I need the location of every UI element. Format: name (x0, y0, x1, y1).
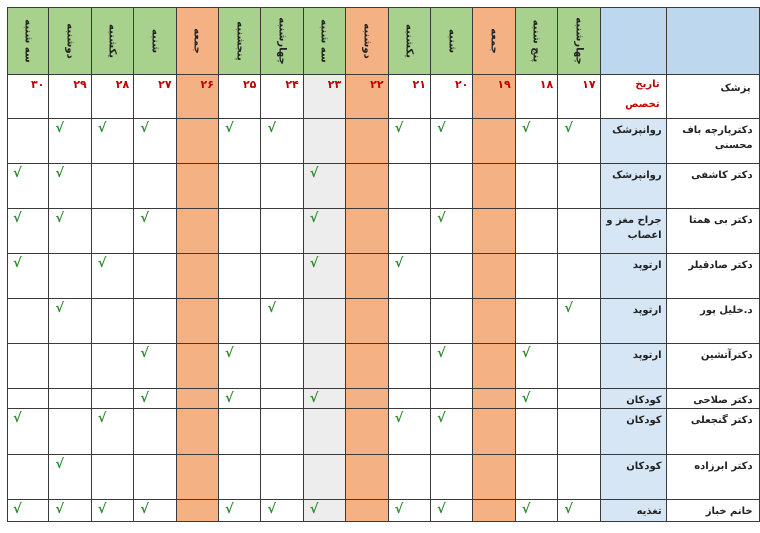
schedule-cell (219, 455, 261, 500)
schedule-cell (92, 164, 134, 209)
physician-cell (667, 164, 760, 209)
physician-name: دکتر صلاحی (693, 395, 753, 406)
physician-name: د.خلیل پور (700, 305, 753, 316)
schedule-cell (7, 254, 49, 299)
schedule-cell (177, 119, 219, 164)
check-mark-icon: √ (267, 502, 277, 517)
date-number: ۲۱ (412, 78, 426, 91)
schedule-cell (92, 254, 134, 299)
check-mark-icon: √ (140, 121, 149, 136)
physician-cell (667, 209, 760, 254)
schedule-cell (177, 209, 219, 254)
check-mark-icon: √ (437, 121, 446, 136)
date-cell-7 (261, 75, 303, 119)
physician-name: خانم خباز (705, 506, 753, 517)
schedule-cell (516, 254, 558, 299)
date-number: ۲۵ (242, 78, 257, 91)
schedule-cell (49, 119, 91, 164)
specialty-text: جراح مغز و اعصاب (606, 215, 662, 241)
specialty-text: کودکان (626, 461, 662, 472)
specialty-cell (601, 164, 667, 209)
weekday-label: چهارشنبه (573, 16, 585, 65)
check-mark-icon: √ (521, 502, 531, 517)
check-mark-icon: √ (564, 301, 573, 316)
schedule-cell (134, 299, 176, 344)
schedule-cell (304, 119, 346, 164)
check-mark-icon: √ (394, 121, 404, 136)
schedule-cell (304, 389, 346, 409)
check-mark-icon: √ (97, 256, 107, 271)
schedule-cell (558, 409, 600, 455)
schedule-cell (92, 119, 134, 164)
weekday-label: جمعه (488, 27, 500, 54)
physician-name: دکتر صادقیلر (688, 260, 753, 271)
schedule-cell (346, 299, 388, 344)
schedule-cell (177, 500, 219, 522)
schedule-cell (49, 409, 91, 455)
schedule-cell (389, 119, 431, 164)
date-cell-11 (92, 75, 134, 119)
schedule-cell (516, 344, 558, 389)
schedule-cell (49, 500, 91, 522)
schedule-cell (431, 299, 473, 344)
date-number: ۱۹ (497, 78, 511, 91)
check-mark-icon: √ (140, 211, 149, 226)
schedule-cell (261, 344, 303, 389)
check-mark-icon: √ (13, 502, 22, 517)
schedule-cell (431, 455, 473, 500)
schedule-cell (304, 209, 346, 254)
schedule-cell (177, 409, 219, 455)
specialty-label: تخصص (625, 99, 660, 110)
schedule-cell (431, 500, 473, 522)
weekday-header-1 (516, 7, 558, 75)
physician-name: دکتر کاشفی (691, 170, 753, 181)
schedule-cell (219, 119, 261, 164)
schedule-cell (558, 164, 600, 209)
schedule-cell (431, 209, 473, 254)
check-mark-icon: √ (55, 121, 65, 136)
schedule-cell (134, 389, 176, 409)
schedule-cell (346, 455, 388, 500)
schedule-cell (346, 500, 388, 522)
date-cell-4 (389, 75, 431, 119)
weekday-label: سه شنبه (318, 18, 330, 63)
header-date-specialty (601, 75, 667, 119)
date-number: ۲۲ (370, 78, 384, 91)
schedule-cell (7, 164, 49, 209)
schedule-cell (473, 455, 515, 500)
schedule-cell (558, 119, 600, 164)
schedule-cell (304, 455, 346, 500)
schedule-cell (558, 299, 600, 344)
schedule-cell (134, 409, 176, 455)
schedule-cell (473, 164, 515, 209)
schedule-cell (346, 389, 388, 409)
date-number: ۲۶ (200, 78, 214, 91)
schedule-cell (49, 209, 91, 254)
schedule-cell (92, 455, 134, 500)
weekday-label: جمعه (191, 27, 203, 54)
schedule-cell (389, 254, 431, 299)
schedule-cell (558, 455, 600, 500)
date-number: ۱۸ (539, 78, 554, 91)
schedule-cell (558, 209, 600, 254)
schedule-cell (219, 389, 261, 409)
weekday-header-11 (92, 7, 134, 75)
weekday-header-13 (7, 7, 49, 75)
specialty-text: روانپزشک (612, 125, 662, 136)
check-mark-icon: √ (225, 391, 234, 406)
schedule-cell (516, 299, 558, 344)
schedule-cell (134, 500, 176, 522)
schedule-cell (389, 209, 431, 254)
specialty-cell (601, 500, 667, 522)
schedule-cell (431, 389, 473, 409)
check-mark-icon: √ (309, 211, 319, 226)
weekday-label: دوشنبه (361, 22, 373, 59)
left-border (7, 7, 8, 522)
schedule-cell (346, 254, 388, 299)
schedule-cell (558, 500, 600, 522)
weekday-label: یکشنبه (403, 23, 415, 58)
schedule-cell (261, 164, 303, 209)
schedule-cell (92, 409, 134, 455)
date-number: ۲۰ (454, 78, 469, 91)
schedule-cell (346, 344, 388, 389)
schedule-cell (473, 389, 515, 409)
date-cell-6 (304, 75, 346, 119)
physician-cell (667, 389, 760, 409)
check-mark-icon: √ (394, 411, 404, 426)
date-number: ۲۳ (327, 78, 342, 91)
specialty-text: روانپزشک (612, 170, 662, 181)
weekday-header-0 (558, 7, 600, 75)
physician-name: دکتر ابرزاده (694, 461, 753, 472)
check-mark-icon: √ (97, 502, 107, 517)
schedule-cell (389, 164, 431, 209)
weekday-label: یکشنبه (106, 23, 118, 58)
schedule-cell (219, 344, 261, 389)
date-cell-3 (431, 75, 473, 119)
date-cell-10 (134, 75, 176, 119)
schedule-cell (219, 409, 261, 455)
physician-name: دکتر گنجعلی (690, 415, 753, 426)
check-mark-icon: √ (13, 166, 22, 181)
check-mark-icon: √ (13, 411, 22, 426)
check-mark-icon: √ (13, 256, 22, 271)
date-number: ۳۰ (30, 78, 45, 91)
date-number: ۲۹ (73, 78, 87, 91)
physician-name: دکترپارچه باف محسنی (682, 125, 753, 151)
schedule-cell (558, 254, 600, 299)
schedule-cell (431, 119, 473, 164)
check-mark-icon: √ (225, 121, 234, 136)
schedule-cell (473, 500, 515, 522)
schedule-cell (261, 254, 303, 299)
date-cell-2 (473, 75, 515, 119)
schedule-cell (177, 164, 219, 209)
check-mark-icon: √ (309, 391, 319, 406)
schedule-cell (261, 455, 303, 500)
schedule-cell (558, 389, 600, 409)
check-mark-icon: √ (55, 502, 65, 517)
schedule-cell (261, 409, 303, 455)
schedule-cell (516, 209, 558, 254)
schedule-cell (261, 299, 303, 344)
check-mark-icon: √ (55, 211, 65, 226)
schedule-cell (134, 209, 176, 254)
schedule-cell (134, 455, 176, 500)
date-number: ۲۸ (115, 78, 130, 91)
schedule-cell (346, 409, 388, 455)
schedule-cell (473, 299, 515, 344)
check-mark-icon: √ (521, 121, 531, 136)
specialty-text: ارتوپد (632, 260, 662, 271)
schedule-cell (304, 500, 346, 522)
check-mark-icon: √ (55, 166, 65, 181)
check-mark-icon: √ (437, 411, 446, 426)
schedule-cell (261, 389, 303, 409)
schedule-cell (431, 409, 473, 455)
weekday-label: پنجشنبه (234, 20, 246, 61)
check-mark-icon: √ (13, 211, 22, 226)
schedule-cell (304, 254, 346, 299)
schedule-cell (389, 500, 431, 522)
schedule-cell (261, 500, 303, 522)
header-name-blank (667, 7, 760, 75)
schedule-cell (49, 344, 91, 389)
schedule-cell (7, 344, 49, 389)
weekday-label: سه شنبه (22, 18, 34, 63)
schedule-cell (389, 455, 431, 500)
header-specialty-blank (601, 7, 667, 75)
date-cell-1 (516, 75, 558, 119)
schedule-cell (516, 409, 558, 455)
schedule-cell (134, 344, 176, 389)
physician-cell (667, 119, 760, 164)
schedule-cell (219, 254, 261, 299)
schedule-cell (516, 164, 558, 209)
schedule-cell (7, 455, 49, 500)
schedule-cell (304, 344, 346, 389)
schedule-cell (7, 209, 49, 254)
schedule-cell (92, 299, 134, 344)
schedule-cell (389, 344, 431, 389)
schedule-cell (261, 209, 303, 254)
weekday-label: شنبه (149, 28, 161, 53)
specialty-cell (601, 344, 667, 389)
schedule-cell (473, 409, 515, 455)
weekday-label: پنج شنبه (530, 19, 542, 62)
schedule-cell (7, 389, 49, 409)
schedule-cell (516, 389, 558, 409)
physician-cell (667, 455, 760, 500)
schedule-cell (92, 389, 134, 409)
schedule-cell (516, 119, 558, 164)
schedule-cell (516, 455, 558, 500)
specialty-cell (601, 389, 667, 409)
physician-cell (667, 500, 760, 522)
schedule-cell (473, 344, 515, 389)
schedule-cell (473, 119, 515, 164)
physician-cell (667, 254, 760, 299)
schedule-cell (346, 209, 388, 254)
specialty-text: کودکان (626, 395, 662, 406)
check-mark-icon: √ (140, 391, 149, 406)
schedule-cell (473, 254, 515, 299)
schedule-cell (134, 254, 176, 299)
physician-cell (667, 344, 760, 389)
schedule-cell (92, 500, 134, 522)
specialty-text: ارتوپد (632, 350, 662, 361)
check-mark-icon: √ (55, 457, 65, 472)
check-mark-icon: √ (309, 256, 319, 271)
schedule-cell (389, 409, 431, 455)
check-mark-icon: √ (437, 211, 446, 226)
schedule-cell (304, 409, 346, 455)
schedule-cell (261, 119, 303, 164)
check-mark-icon: √ (225, 346, 234, 361)
schedule-cell (7, 409, 49, 455)
specialty-cell (601, 209, 667, 254)
check-mark-icon: √ (225, 502, 234, 517)
specialty-cell (601, 119, 667, 164)
check-mark-icon: √ (309, 502, 319, 517)
physician-name: دکترآتشین (700, 350, 753, 361)
check-mark-icon: √ (564, 502, 573, 517)
schedule-cell (219, 209, 261, 254)
specialty-cell (601, 254, 667, 299)
specialty-text: کودکان (626, 415, 662, 426)
date-number: ۱۷ (582, 78, 596, 91)
weekday-header-12 (49, 7, 91, 75)
check-mark-icon: √ (97, 411, 107, 426)
check-mark-icon: √ (437, 346, 446, 361)
check-mark-icon: √ (55, 301, 65, 316)
weekday-header-10 (134, 7, 176, 75)
schedule-cell (49, 254, 91, 299)
weekday-header-4 (389, 7, 431, 75)
schedule-cell (49, 389, 91, 409)
schedule-cell (346, 119, 388, 164)
weekday-header-2 (473, 7, 515, 75)
schedule-cell (134, 119, 176, 164)
check-mark-icon: √ (140, 502, 149, 517)
schedule-cell (177, 389, 219, 409)
specialty-cell (601, 299, 667, 344)
schedule-cell (49, 455, 91, 500)
date-cell-8 (219, 75, 261, 119)
schedule-cell (49, 299, 91, 344)
physician-name: دکتر بی همتا (689, 215, 753, 226)
weekday-label: دوشنبه (64, 22, 76, 59)
schedule-cell (516, 500, 558, 522)
schedule-cell (346, 164, 388, 209)
weekday-header-3 (431, 7, 473, 75)
schedule-cell (177, 254, 219, 299)
check-mark-icon: √ (394, 256, 404, 271)
check-mark-icon: √ (521, 391, 531, 406)
schedule-cell (431, 164, 473, 209)
schedule-cell (558, 344, 600, 389)
schedule-cell (49, 164, 91, 209)
schedule-cell (389, 389, 431, 409)
schedule-cell (219, 164, 261, 209)
schedule-cell (219, 299, 261, 344)
weekday-label: چهارشنبه (276, 16, 288, 65)
schedule-cell (431, 344, 473, 389)
schedule-cell (304, 164, 346, 209)
check-mark-icon: √ (267, 301, 277, 316)
weekday-header-6 (304, 7, 346, 75)
check-mark-icon: √ (267, 121, 277, 136)
weekday-header-5 (346, 7, 388, 75)
check-mark-icon: √ (394, 502, 404, 517)
check-mark-icon: √ (437, 502, 446, 517)
schedule-cell (473, 209, 515, 254)
schedule-cell (177, 299, 219, 344)
schedule-cell (92, 344, 134, 389)
schedule-cell (177, 455, 219, 500)
schedule-cell (7, 119, 49, 164)
weekday-header-8 (219, 7, 261, 75)
check-mark-icon: √ (564, 121, 573, 136)
specialty-cell (601, 455, 667, 500)
specialty-cell (601, 409, 667, 455)
date-cell-9 (177, 75, 219, 119)
date-cell-12 (49, 75, 91, 119)
check-mark-icon: √ (521, 346, 531, 361)
date-cell-5 (346, 75, 388, 119)
schedule-cell (177, 344, 219, 389)
schedule-cell (7, 500, 49, 522)
schedule-cell (304, 299, 346, 344)
physician-cell (667, 409, 760, 455)
schedule-cell (431, 254, 473, 299)
schedule-cell (134, 164, 176, 209)
header-physician (667, 75, 760, 119)
check-mark-icon: √ (97, 121, 107, 136)
weekday-header-9 (177, 7, 219, 75)
schedule-cell (219, 500, 261, 522)
physician-cell (667, 299, 760, 344)
check-mark-icon: √ (309, 166, 319, 181)
check-mark-icon: √ (140, 346, 149, 361)
date-cell-13 (7, 75, 49, 119)
physician-label: پزشک (720, 83, 751, 94)
specialty-text: تغذیه (636, 506, 662, 517)
date-number: ۲۴ (285, 78, 299, 91)
weekday-header-7 (261, 7, 303, 75)
schedule-cell (92, 209, 134, 254)
schedule-cell (389, 299, 431, 344)
date-label: تاریخ (635, 79, 660, 90)
specialty-text: ارتوپد (632, 305, 662, 316)
weekday-label: شنبه (446, 28, 458, 53)
schedule-cell (7, 299, 49, 344)
date-number: ۲۷ (158, 78, 172, 91)
date-cell-0 (558, 75, 600, 119)
